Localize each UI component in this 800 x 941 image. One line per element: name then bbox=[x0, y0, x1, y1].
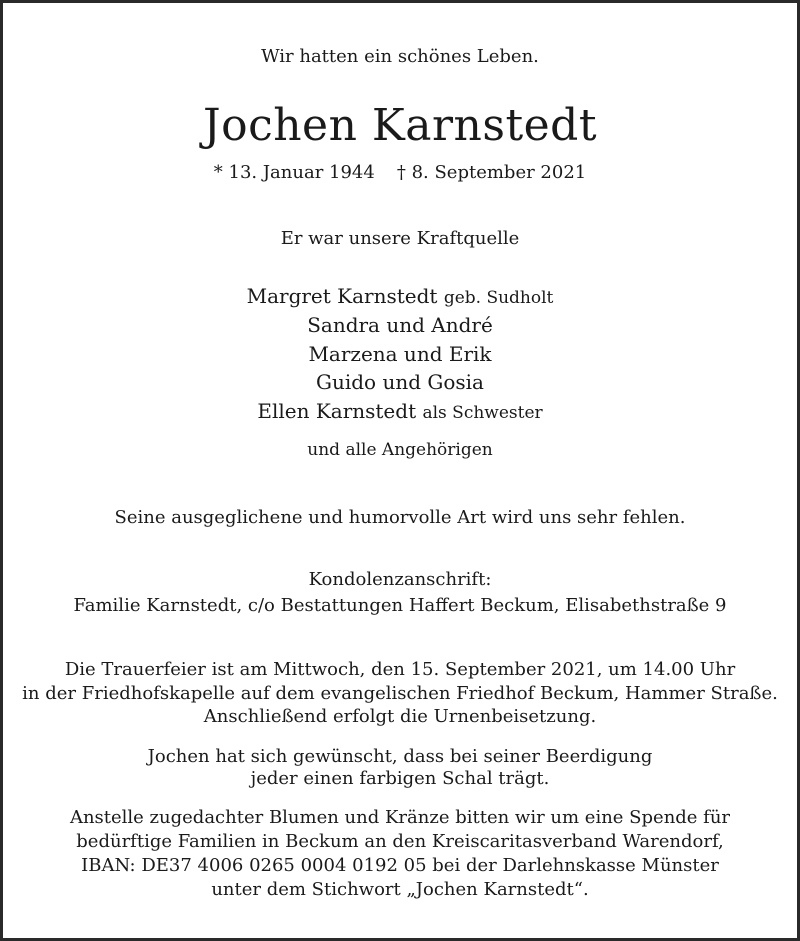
mourner-line bbox=[0, 342, 800, 366]
deceased-name: Jochen Karnstedt bbox=[202, 100, 598, 151]
ceremony-line: in der Friedhofskapelle auf dem evangelischen Friedhof Beckum, Hammer Straße. bbox=[22, 683, 778, 704]
mourner-name: Margret Karnstedt bbox=[246, 284, 438, 308]
mourner-note: als Schwester bbox=[422, 403, 543, 423]
mourner-name: Sandra und André bbox=[307, 313, 493, 337]
mourner-name: Marzena und Erik bbox=[308, 342, 492, 366]
mourner-name: Guido und Gosia bbox=[316, 370, 484, 394]
mourner-note: geb. Sudholt bbox=[443, 288, 554, 308]
condolence-address: Familie Karnstedt, c/o Bestattungen Haffert Beckum, Elisabethstraße 9 bbox=[73, 595, 727, 616]
ceremony-line: Die Trauerfeier ist am Mittwoch, den 15. September 2021, um 14.00 Uhr bbox=[64, 659, 736, 680]
remembrance: Seine ausgeglichene und humorvolle Art wird uns sehr fehlen. bbox=[114, 507, 686, 528]
ceremony-line: Anschließend erfolgt die Urnenbeisetzung. bbox=[203, 706, 597, 727]
mourner-line bbox=[0, 313, 800, 337]
relatives: und alle Angehörigen bbox=[307, 440, 493, 460]
donation-line: bedürftige Familien in Beckum an den Kreiscaritasverband Warendorf, bbox=[76, 831, 724, 852]
death-date: † 8. September 2021 bbox=[396, 162, 587, 183]
mourner-name: Ellen Karnstedt bbox=[257, 399, 417, 423]
donation-line: IBAN: DE37 4006 0265 0004 0192 05 bei der Darlehnskasse Münster bbox=[81, 855, 719, 876]
motto: Wir hatten ein schönes Leben. bbox=[261, 46, 539, 67]
mourner-line bbox=[0, 399, 800, 423]
donation-line: unter dem Stichwort „Jochen Karnstedt“. bbox=[211, 879, 589, 900]
tagline: Er war unsere Kraftquelle bbox=[280, 228, 520, 249]
mourner-line bbox=[0, 370, 800, 394]
condolence-label: Kondolenzanschrift: bbox=[308, 569, 492, 590]
birth-date: * 13. Januar 1944 bbox=[213, 162, 375, 183]
mourner-line bbox=[0, 284, 800, 308]
donation-line: Anstelle zugedachter Blumen und Kränze bitten wir um eine Spende für bbox=[69, 807, 731, 828]
wish-line: jeder einen farbigen Schal trägt. bbox=[250, 768, 550, 789]
life-dates bbox=[0, 162, 800, 183]
wish-line: Jochen hat sich gewünscht, dass bei seiner Beerdigung bbox=[147, 746, 653, 767]
